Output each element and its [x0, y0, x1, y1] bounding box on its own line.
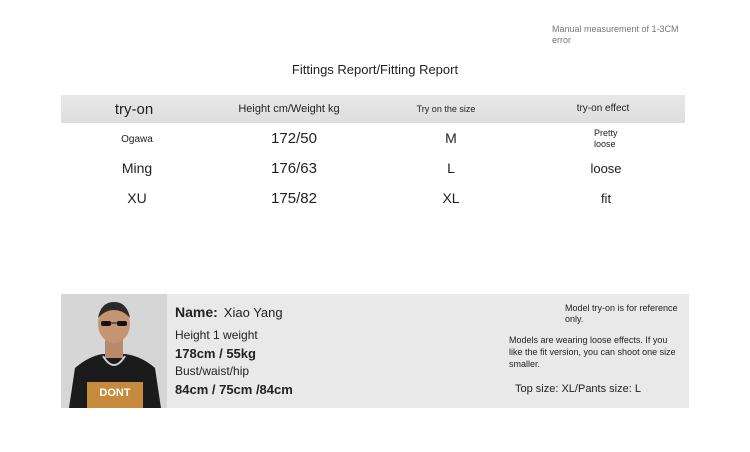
cell-effect: fit [600, 191, 612, 206]
shirt-print-text: DONT [99, 387, 131, 399]
model-panel [61, 294, 689, 408]
measurement-note: Manual measurement of 1-3CM error [552, 24, 679, 45]
table-row [61, 156, 685, 184]
cell-effect: loose [590, 161, 622, 176]
header-try-on: try-on [114, 101, 154, 118]
name-value: Xiao Yang [223, 305, 283, 320]
report-title: Fittings Report/Fitting Report [291, 62, 459, 77]
cell-height-weight: 175/82 [271, 190, 317, 207]
reference-note: Model try-on is for reference only. [565, 303, 678, 324]
cell-effect: Pretty loose [594, 128, 618, 149]
model-name-row [175, 304, 505, 320]
table-header [61, 95, 685, 123]
cell-height-weight: 172/50 [271, 130, 317, 147]
bwh-label: Bust/waist/hip [175, 364, 250, 378]
size-text: Top size: XL/Pants size: L [515, 383, 641, 395]
table-row [61, 186, 685, 214]
name-label: Name: [175, 304, 218, 320]
cell-name: Ogawa [121, 134, 153, 145]
cell-size: M [445, 130, 457, 146]
cell-size: L [447, 160, 455, 176]
bwh-value: 84cm / 75cm /84cm [175, 382, 293, 397]
height-weight-value: 178cm / 55kg [175, 346, 256, 361]
fit-note: Models are wearing loose effects. If you like the fit version, you can shoot one size smaller. [509, 335, 676, 369]
height-weight-label: Height 1 weight [175, 328, 258, 342]
cell-name: Ming [121, 160, 153, 176]
header-effect: try-on effect [576, 103, 630, 114]
cell-height-weight: 176/63 [271, 160, 317, 177]
header-size: Try on the size [416, 104, 476, 114]
header-height-weight: Height cm/Weight kg [238, 103, 340, 115]
table-row [61, 126, 685, 154]
cell-name: XU [127, 190, 147, 206]
cell-size: XL [442, 190, 460, 206]
model-photo [61, 294, 167, 408]
